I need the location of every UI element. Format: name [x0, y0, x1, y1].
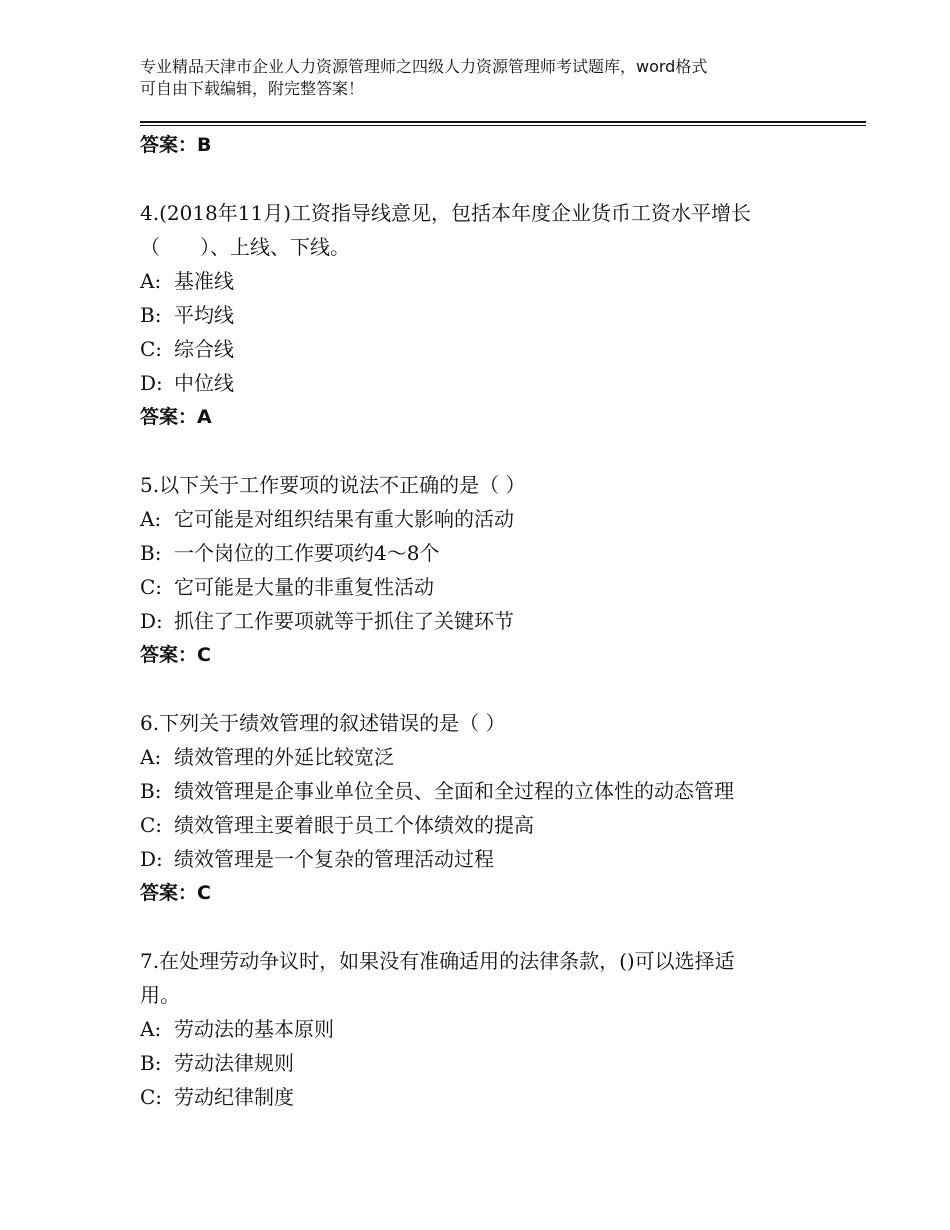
option-letter: A: [140, 745, 162, 769]
option-b [140, 298, 840, 332]
question-stem: 4.(2018年11月)工资指导线意见，包括本年度企业货币工资水平增长 [140, 201, 752, 225]
question-stem: 6.下列关于绩效管理的叙述错误的是（ ） [140, 711, 506, 735]
page-header [140, 56, 820, 100]
header-line-1: 专业精品天津市企业人力资源管理师之四级人力资源管理师考试题库，word格式 [140, 57, 708, 76]
option-text: 基准线 [174, 269, 234, 293]
previous-answer: 答案：B [140, 134, 212, 156]
option-letter: C: [140, 813, 163, 837]
option-d [140, 604, 840, 638]
option-text: 它可能是大量的非重复性活动 [174, 575, 434, 599]
answer-label: 答案：A [140, 406, 212, 428]
option-text: 绩效管理是企事业单位全员、全面和全过程的立体性的动态管理 [174, 779, 734, 803]
option-c [140, 570, 840, 604]
option-text: 它可能是对组织结果有重大影响的活动 [174, 507, 514, 531]
option-letter: C: [140, 337, 163, 361]
option-b [140, 1046, 840, 1080]
option-b [140, 536, 840, 570]
answer-label: 答案：C [140, 644, 211, 666]
header-line-2: 可自由下载编辑，附完整答案！ [140, 79, 365, 98]
option-letter: A: [140, 1017, 162, 1041]
option-text: 劳动法律规则 [174, 1051, 294, 1075]
option-text: 劳动纪律制度 [174, 1085, 294, 1109]
option-b [140, 774, 840, 808]
option-a [140, 740, 840, 774]
option-text: 一个岗位的工作要项约4～8个 [174, 541, 440, 565]
option-letter: A: [140, 269, 162, 293]
option-a [140, 264, 840, 298]
option-d [140, 366, 840, 400]
option-text: 劳动法的基本原则 [174, 1017, 334, 1041]
option-text: 绩效管理的外延比较宽泛 [174, 745, 394, 769]
option-d [140, 842, 840, 876]
question-stem: 5.以下关于工作要项的说法不正确的是（ ） [140, 473, 526, 497]
option-c [140, 808, 840, 842]
option-text: 平均线 [174, 303, 234, 327]
option-text: 抓住了工作要项就等于抓住了关键环节 [174, 609, 514, 633]
option-text: 绩效管理主要着眼于员工个体绩效的提高 [174, 813, 534, 837]
question-6 [140, 706, 840, 910]
question-stem: 7.在处理劳动争议时，如果没有准确适用的法律条款，()可以选择适 [140, 949, 735, 973]
option-letter: B: [140, 541, 162, 565]
question-list [140, 128, 840, 1114]
option-text: 绩效管理是一个复杂的管理活动过程 [174, 847, 494, 871]
answer-label: 答案：C [140, 882, 211, 904]
question-5 [140, 468, 840, 672]
option-letter: C: [140, 1085, 163, 1109]
question-4 [140, 196, 840, 434]
option-c [140, 332, 840, 366]
option-letter: B: [140, 1051, 162, 1075]
question-7 [140, 944, 840, 1114]
option-a [140, 502, 840, 536]
option-text: 综合线 [174, 337, 234, 361]
question-stem-cont: 用。 [140, 983, 180, 1007]
option-letter: D: [140, 371, 163, 395]
option-letter: D: [140, 609, 163, 633]
option-c [140, 1080, 840, 1114]
option-a [140, 1012, 840, 1046]
header-rule-thin [140, 125, 866, 126]
option-letter: B: [140, 303, 162, 327]
option-letter: B: [140, 779, 162, 803]
header-rule-thick [140, 121, 866, 123]
option-letter: D: [140, 847, 163, 871]
option-text: 中位线 [174, 371, 234, 395]
option-letter: A: [140, 507, 162, 531]
question-stem-cont: （ ）、上线、下线。 [140, 235, 350, 259]
option-letter: C: [140, 575, 163, 599]
